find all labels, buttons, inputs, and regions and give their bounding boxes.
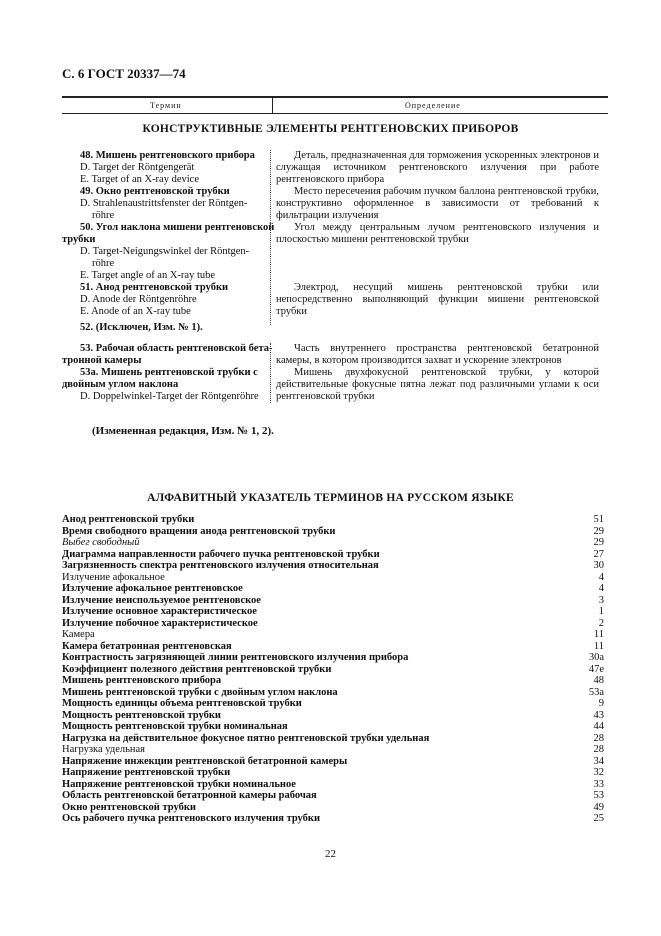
index-row [62, 560, 604, 572]
index-number: 25 [593, 813, 604, 824]
section-title: КОНСТРУКТИВНЫЕ ЭЛЕМЕНТЫ РЕНТГЕНОВСКИХ ПРИБОРОВ [142, 123, 519, 135]
index-term: Анод рентгеновской трубки [62, 514, 195, 525]
index-number: 53 [593, 790, 604, 801]
table-column-divider [272, 97, 273, 113]
index-term: Контрастность загрязняющей линии рентгеновского излучения прибора [62, 652, 409, 663]
index-row [62, 652, 604, 664]
index-term: Мишень рентгеновской трубки с двойным углом наклона [62, 686, 338, 698]
index-term: Время свободного вращения анода рентгеновской трубки [62, 525, 336, 537]
term-53a: 53а. Мишень рентгеновской трубки с [80, 367, 258, 378]
index-number: 29 [593, 537, 604, 548]
index-row [62, 790, 604, 802]
index-row [62, 675, 604, 687]
index-number: 2 [598, 617, 604, 629]
index-row [62, 583, 604, 595]
index-number: 4 [598, 583, 604, 594]
term-52: 52. (Исключен, Изм. № 1). [80, 322, 203, 333]
index-number: 4 [598, 571, 604, 583]
index-term: Излучение побочное характеристическое [62, 617, 258, 629]
index-term: Излучение афокальное рентгеновское [62, 583, 243, 594]
index-term: Мощность рентгеновской трубки [62, 709, 221, 721]
index-number: 1 [598, 606, 604, 617]
page-header: С. 6 ГОСТ 20337—74 [62, 66, 186, 81]
index-term: Мощность рентгеновской трубки номинальная [62, 721, 288, 732]
index-term: Напряжение инжекции рентгеновской бетатронной камеры [62, 755, 348, 767]
index-row [62, 767, 604, 779]
index-row [62, 698, 604, 710]
definition-51: Электрод, несущий мишень рентгеновской трубки или непосредственно выполняющий функции мишени рентгеновской трубки [276, 282, 599, 317]
index-row [62, 572, 604, 584]
index-number: 47е [588, 663, 604, 675]
index-term: Напряжение рентгеновской трубки номинальное [62, 778, 296, 790]
index-number: 30а [588, 652, 604, 663]
index-number: 9 [598, 698, 604, 709]
index-term: Нагрузка удельная [62, 744, 146, 755]
index-number: 3 [598, 594, 604, 606]
index-number: 32 [593, 767, 604, 778]
index-row [62, 756, 604, 768]
index-term: Излучение неиспользуемое рентгеновское [62, 594, 261, 606]
term-49-de-cont: röhre [92, 210, 115, 221]
index-row [62, 733, 604, 745]
term-48: 48. Мишень рентгеновского прибора [80, 150, 255, 161]
index-number: 27 [593, 548, 604, 560]
index-number: 53а [588, 686, 604, 698]
term-49-de: D. Strahlenaustrittsfenster der Röntgen- [80, 198, 248, 209]
index-row [62, 813, 604, 825]
index-number: 28 [593, 744, 604, 755]
index-number: 49 [593, 801, 604, 813]
column-header-definition: Определение [405, 101, 461, 110]
term-50-cont: трубки [62, 234, 96, 245]
index-row [62, 687, 604, 699]
index-row [62, 779, 604, 791]
index-term: Область рентгеновской бетатронной камеры рабочая [62, 790, 317, 801]
definition-53a: Мишень двухфокусной рентгеновской трубки, у которой действительные фокусные пятна лежат под различными углами к оси рентгеновской трубки [276, 367, 599, 402]
term-53: 53. Рабочая область рентгеновской бета- [80, 343, 273, 354]
index-term: Загрязненность спектра рентгеновского излучения относительная [62, 560, 379, 571]
page-number: 22 [325, 848, 336, 860]
index-term: Мощность единицы объема рентгеновской трубки [62, 698, 302, 709]
index-number: 11 [593, 629, 604, 640]
index-term: Выбег свободный [62, 537, 140, 548]
index-term: Камера бетатронная рентгеновская [62, 640, 232, 652]
index-number: 30 [593, 560, 604, 571]
table-header-rule [62, 113, 608, 114]
index-term: Излучение афокальное [62, 571, 165, 583]
term-51-de: D. Anode der Röntgenröhre [80, 294, 197, 305]
index-number: 11 [593, 640, 604, 652]
term-51: 51. Анод рентгеновской трубки [80, 282, 229, 293]
index-row [62, 514, 604, 526]
index-term: Окно рентгеновской трубки [62, 801, 196, 813]
definition-49: Место пересечения рабочим пучком баллона рентгеновской трубки, конструктивно оформленное в зависимости от требований к фильтрации излучения [276, 186, 599, 221]
index-term: Коэффициент полезного действия рентгеновской трубки [62, 663, 332, 675]
definition-48: Деталь, предназначенная для торможения ускоренных электронов и служащая источником рентгеновского излучения при работе рентгеновского прибора [276, 150, 599, 185]
dotted-separator [270, 150, 271, 325]
term-53a-de: D. Doppelwinkel-Target der Röntgenröhre [80, 391, 259, 402]
index-row [62, 710, 604, 722]
index-term: Камера [62, 629, 95, 640]
index-row [62, 526, 604, 538]
index-row [62, 802, 604, 814]
term-50-de-cont: röhre [92, 258, 115, 269]
term-50-de: D. Target-Neigungswinkel der Röntgen- [80, 246, 250, 257]
index-row [62, 606, 604, 618]
table-top-rule [62, 96, 608, 98]
index-row [62, 549, 604, 561]
definition-53: Часть внутреннего пространства рентгеновской бетатронной камеры, в котором производится захват и ускорение электронов [276, 343, 599, 366]
index-row [62, 618, 604, 630]
index-row [62, 595, 604, 607]
column-header-term: Термин [150, 101, 182, 110]
term-53-cont: тронной камеры [62, 355, 142, 366]
term-50: 50. Угол наклона мишени рентгеновской [80, 222, 275, 233]
index-term: Излучение основное характеристическое [62, 606, 257, 617]
index-row [62, 641, 604, 653]
index-number: 43 [593, 709, 604, 721]
index-row [62, 744, 604, 756]
index-row [62, 721, 604, 733]
index-number: 51 [593, 514, 604, 525]
index-term: Нагрузка на действительное фокусное пятно рентгеновской трубки удельная [62, 732, 430, 744]
definition-50: Угол между центральным лучом рентгеновского излучения и плоскостью мишени рентгеновской трубки [276, 222, 599, 245]
index-row [62, 537, 604, 549]
term-48-en: E. Target of an X-ray device [80, 174, 199, 185]
index-number: 33 [593, 778, 604, 790]
index-number: 29 [593, 525, 604, 537]
term-50-en: E. Target angle of an X-ray tube [80, 270, 216, 281]
term-51-en: E. Anode of an X-ray tube [80, 306, 191, 317]
index-number: 34 [593, 755, 604, 767]
index-number: 48 [593, 675, 604, 686]
index-number: 28 [593, 732, 604, 744]
term-49: 49. Окно рентгеновской трубки [80, 186, 230, 197]
index-term: Напряжение рентгеновской трубки [62, 767, 231, 778]
index-number: 44 [593, 721, 604, 732]
index-term: Мишень рентгеновского прибора [62, 675, 222, 686]
index-term: Ось рабочего пучка рентгеновского излучения трубки [62, 813, 321, 824]
term-48-de: D. Target der Röntgengerät [80, 162, 195, 173]
amendment-note: (Измененная редакция, Изм. № 1, 2). [92, 425, 274, 437]
index-row [62, 629, 604, 641]
index-term: Диаграмма направленности рабочего пучка рентгеновской трубки [62, 548, 380, 560]
index-title: АЛФАВИТНЫЙ УКАЗАТЕЛЬ ТЕРМИНОВ НА РУССКОМ ЯЗЫКЕ [147, 492, 514, 504]
term-53a-cont: двойным углом наклона [62, 379, 179, 390]
index-row [62, 664, 604, 676]
